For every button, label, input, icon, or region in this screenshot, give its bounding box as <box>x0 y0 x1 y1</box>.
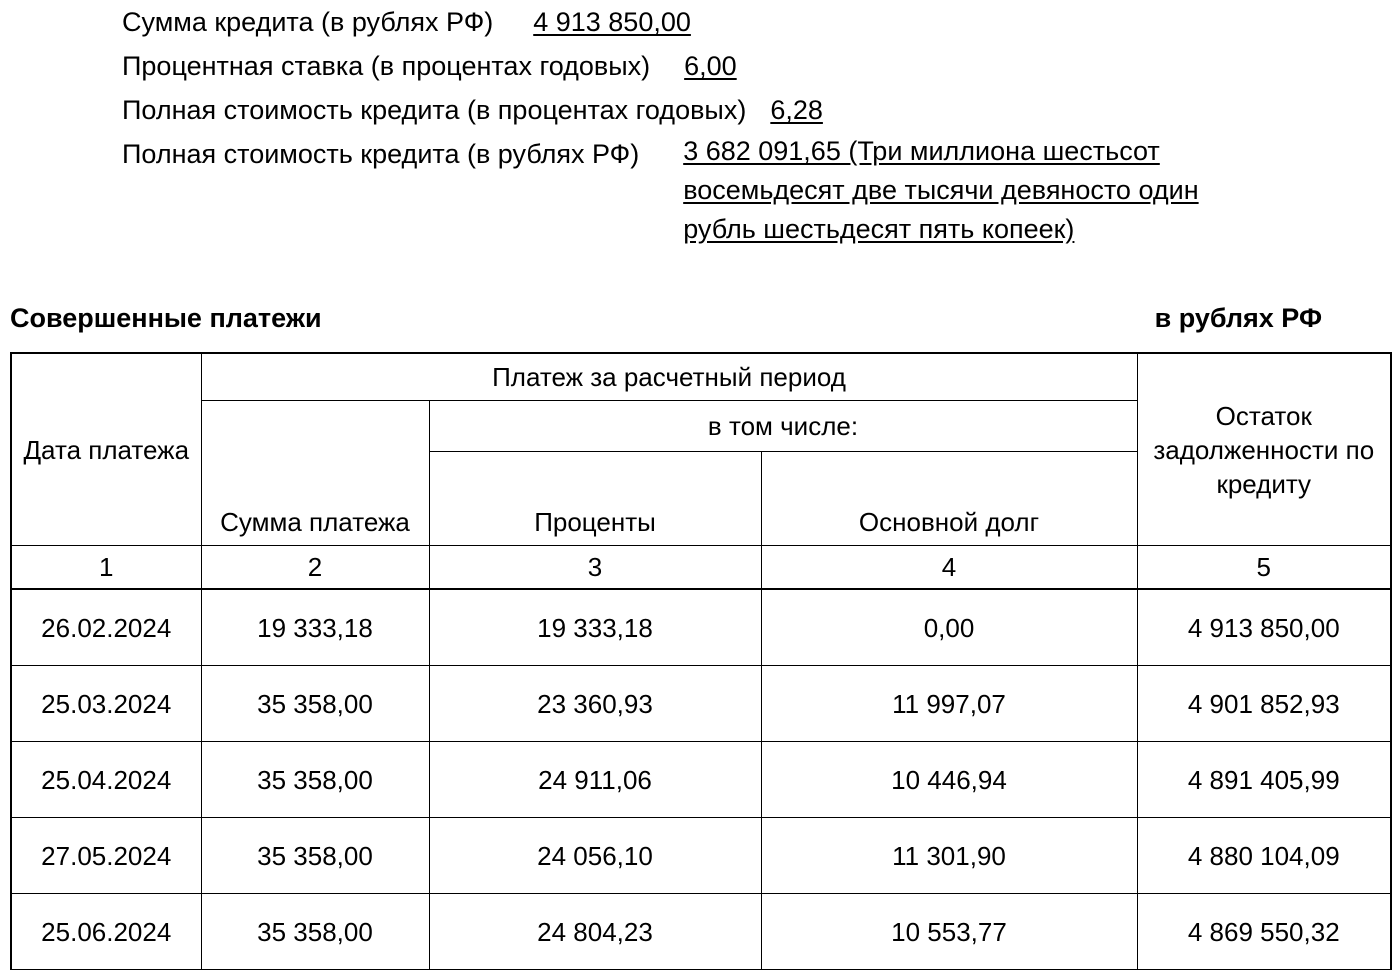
cell-payment: 35 358,00 <box>201 666 429 742</box>
column-header-payment-sum: Сумма платежа <box>201 401 429 546</box>
loan-summary-block <box>0 0 1400 249</box>
column-number-5: 5 <box>1137 546 1391 590</box>
section-units-label: в рублях РФ <box>1154 303 1322 333</box>
cell-principal: 0,00 <box>761 589 1137 666</box>
column-number-4: 4 <box>761 546 1137 590</box>
cell-interest: 24 911,06 <box>429 742 761 818</box>
table-row <box>11 666 1391 742</box>
summary-value-interest-rate <box>684 44 737 88</box>
cell-balance: 4 901 852,93 <box>1137 666 1391 742</box>
summary-value-loan-amount <box>533 0 691 44</box>
cell-balance: 4 891 405,99 <box>1137 742 1391 818</box>
column-header-period-payment: Платеж за расчетный период <box>201 353 1137 401</box>
table-row <box>11 894 1391 970</box>
cell-date: 25.06.2024 <box>11 894 201 970</box>
completed-payments-table <box>10 352 1392 970</box>
cell-interest: 24 804,23 <box>429 894 761 970</box>
summary-row-loan-amount <box>0 0 1400 44</box>
summary-value-total-cost-percent <box>770 88 823 132</box>
summary-row-total-cost-rubles <box>0 132 1400 249</box>
cell-payment: 35 358,00 <box>201 818 429 894</box>
cell-payment: 35 358,00 <box>201 894 429 970</box>
cell-date: 25.03.2024 <box>11 666 201 742</box>
cell-balance: 4 880 104,09 <box>1137 818 1391 894</box>
summary-row-interest-rate <box>0 44 1400 88</box>
summary-row-total-cost-percent <box>0 88 1400 132</box>
column-number-2: 2 <box>201 546 429 590</box>
cell-date: 27.05.2024 <box>11 818 201 894</box>
cell-date: 25.04.2024 <box>11 742 201 818</box>
cell-payment: 35 358,00 <box>201 742 429 818</box>
table-body <box>11 589 1391 970</box>
column-number-1: 1 <box>11 546 201 590</box>
cell-date: 26.02.2024 <box>11 589 201 666</box>
cell-balance: 4 913 850,00 <box>1137 589 1391 666</box>
summary-value-total-cost-rubles <box>683 132 1258 249</box>
summary-label-interest-rate: Процентная ставка (в процентах годовых) <box>122 51 651 81</box>
cell-balance: 4 869 550,32 <box>1137 894 1391 970</box>
cell-interest: 24 056,10 <box>429 818 761 894</box>
cell-principal: 11 997,07 <box>761 666 1137 742</box>
column-header-interest: Проценты <box>429 452 761 546</box>
cell-principal: 10 553,77 <box>761 894 1137 970</box>
column-number-3: 3 <box>429 546 761 590</box>
cell-payment: 19 333,18 <box>201 589 429 666</box>
summary-label-loan-amount: Сумма кредита (в рублях РФ) <box>122 7 494 37</box>
table-column-numbering-row <box>11 546 1391 590</box>
column-header-balance: Остаток задолженности по кредиту <box>1137 353 1391 546</box>
cell-principal: 11 301,90 <box>761 818 1137 894</box>
section-title: Совершенные платежи <box>10 303 322 333</box>
table-header-row-1 <box>11 353 1391 401</box>
summary-value-loan-amount-text: 4 913 850,00 <box>533 7 691 37</box>
summary-label-total-cost-rubles: Полная стоимость кредита (в рублях РФ) <box>122 139 640 169</box>
summary-value-interest-rate-text: 6,00 <box>684 51 737 81</box>
column-header-principal: Основной долг <box>761 452 1137 546</box>
cell-principal: 10 446,94 <box>761 742 1137 818</box>
summary-value-total-cost-rubles-text: 3 682 091,65 (Три миллиона шестьсот восемьдесят две тысячи девяносто один рубль шестьдесят пять копеек) <box>683 136 1199 244</box>
cell-interest: 23 360,93 <box>429 666 761 742</box>
table-row <box>11 589 1391 666</box>
column-header-date: Дата платежа <box>11 353 201 546</box>
table-row <box>11 742 1391 818</box>
table-header <box>11 353 1391 589</box>
summary-label-total-cost-percent: Полная стоимость кредита (в процентах годовых) <box>122 95 747 125</box>
column-header-including: в том числе: <box>429 401 1137 452</box>
payments-section-caption <box>0 303 1400 334</box>
table-row <box>11 818 1391 894</box>
summary-value-total-cost-percent-text: 6,28 <box>770 95 823 125</box>
cell-interest: 19 333,18 <box>429 589 761 666</box>
